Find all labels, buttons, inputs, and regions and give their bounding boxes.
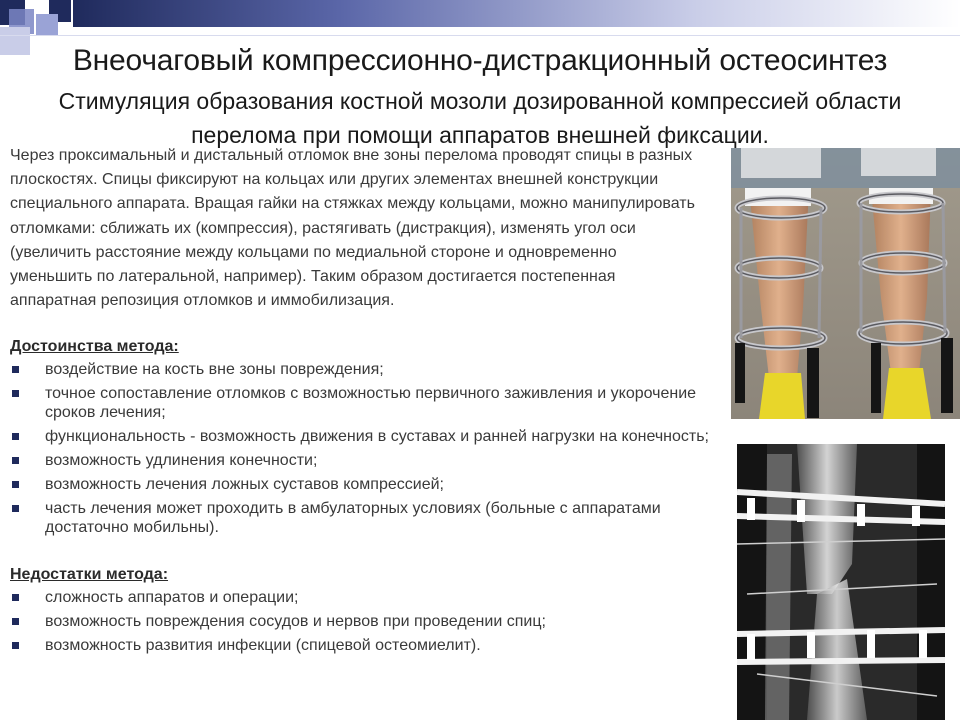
disadvantages-heading: Недостатки метода:: [10, 566, 169, 583]
advantages-heading: Достоинства метода:: [10, 338, 179, 355]
bullet-square-icon: [12, 618, 19, 625]
list-item: сложность аппаратов и операции;: [10, 588, 710, 607]
header-gradient-bar: [73, 0, 960, 27]
xray-image: [737, 444, 945, 720]
list-item: точное сопоставление отломков с возможностью первичного заживления и укорочение сроков лечения;: [10, 384, 710, 422]
bullet-square-icon: [12, 642, 19, 649]
bullet-square-icon: [12, 594, 19, 601]
list-item: возможность развития инфекции (спицевой остеомиелит).: [10, 636, 710, 655]
disadvantages-list: [10, 588, 710, 660]
bullet-square-icon: [12, 457, 19, 464]
bullet-square-icon: [12, 433, 19, 440]
header-divider-line: [0, 35, 960, 36]
bullet-square-icon: [12, 481, 19, 488]
external-fixator-legs-photo: [731, 148, 960, 419]
list-item: воздействие на кость вне зоны повреждения;: [10, 360, 710, 379]
list-item: функциональность - возможность движения в суставах и ранней нагрузки на конечность;: [10, 427, 710, 446]
list-item: часть лечения может проходить в амбулаторных условиях (больные с аппаратами достаточно мобильны).: [10, 499, 710, 537]
intro-paragraph: Через проксимальный и дистальный отломок вне зоны перелома проводят спицы в разных плоскостях. Спицы фиксируют на кольцах или других элементах внешней конструкции специального аппарата. Вращая гайки на стяжках между кольцами, можно манипулировать отломками: сближать их (компрессия), растягивать (дистракция), изменять угол оси (увеличить расстояние между кольцами по медиальной стороне и одновременно уменьшить по латеральной, например). Таким образом достигается постепенная аппаратная репозиция отломков и иммобилизация.: [10, 147, 695, 310]
list-item: возможность удлинения конечности;: [10, 451, 710, 470]
list-item: возможность лечения ложных суставов компрессией;: [10, 475, 710, 494]
header-square-blue-2: [36, 14, 58, 36]
page-title: Внеочаговый компрессионно-дистракционный остеосинтез: [72, 44, 888, 77]
list-item: возможность повреждения сосудов и нервов при проведении спиц;: [10, 612, 710, 631]
bullet-square-icon: [12, 366, 19, 373]
bullet-square-icon: [12, 390, 19, 397]
page-subtitle: Стимуляция образования костной мозоли дозированной компрессией области перелома при помощи аппаратов внешней фиксации.: [58, 88, 902, 148]
advantages-list: [10, 360, 710, 542]
bullet-square-icon: [12, 505, 19, 512]
